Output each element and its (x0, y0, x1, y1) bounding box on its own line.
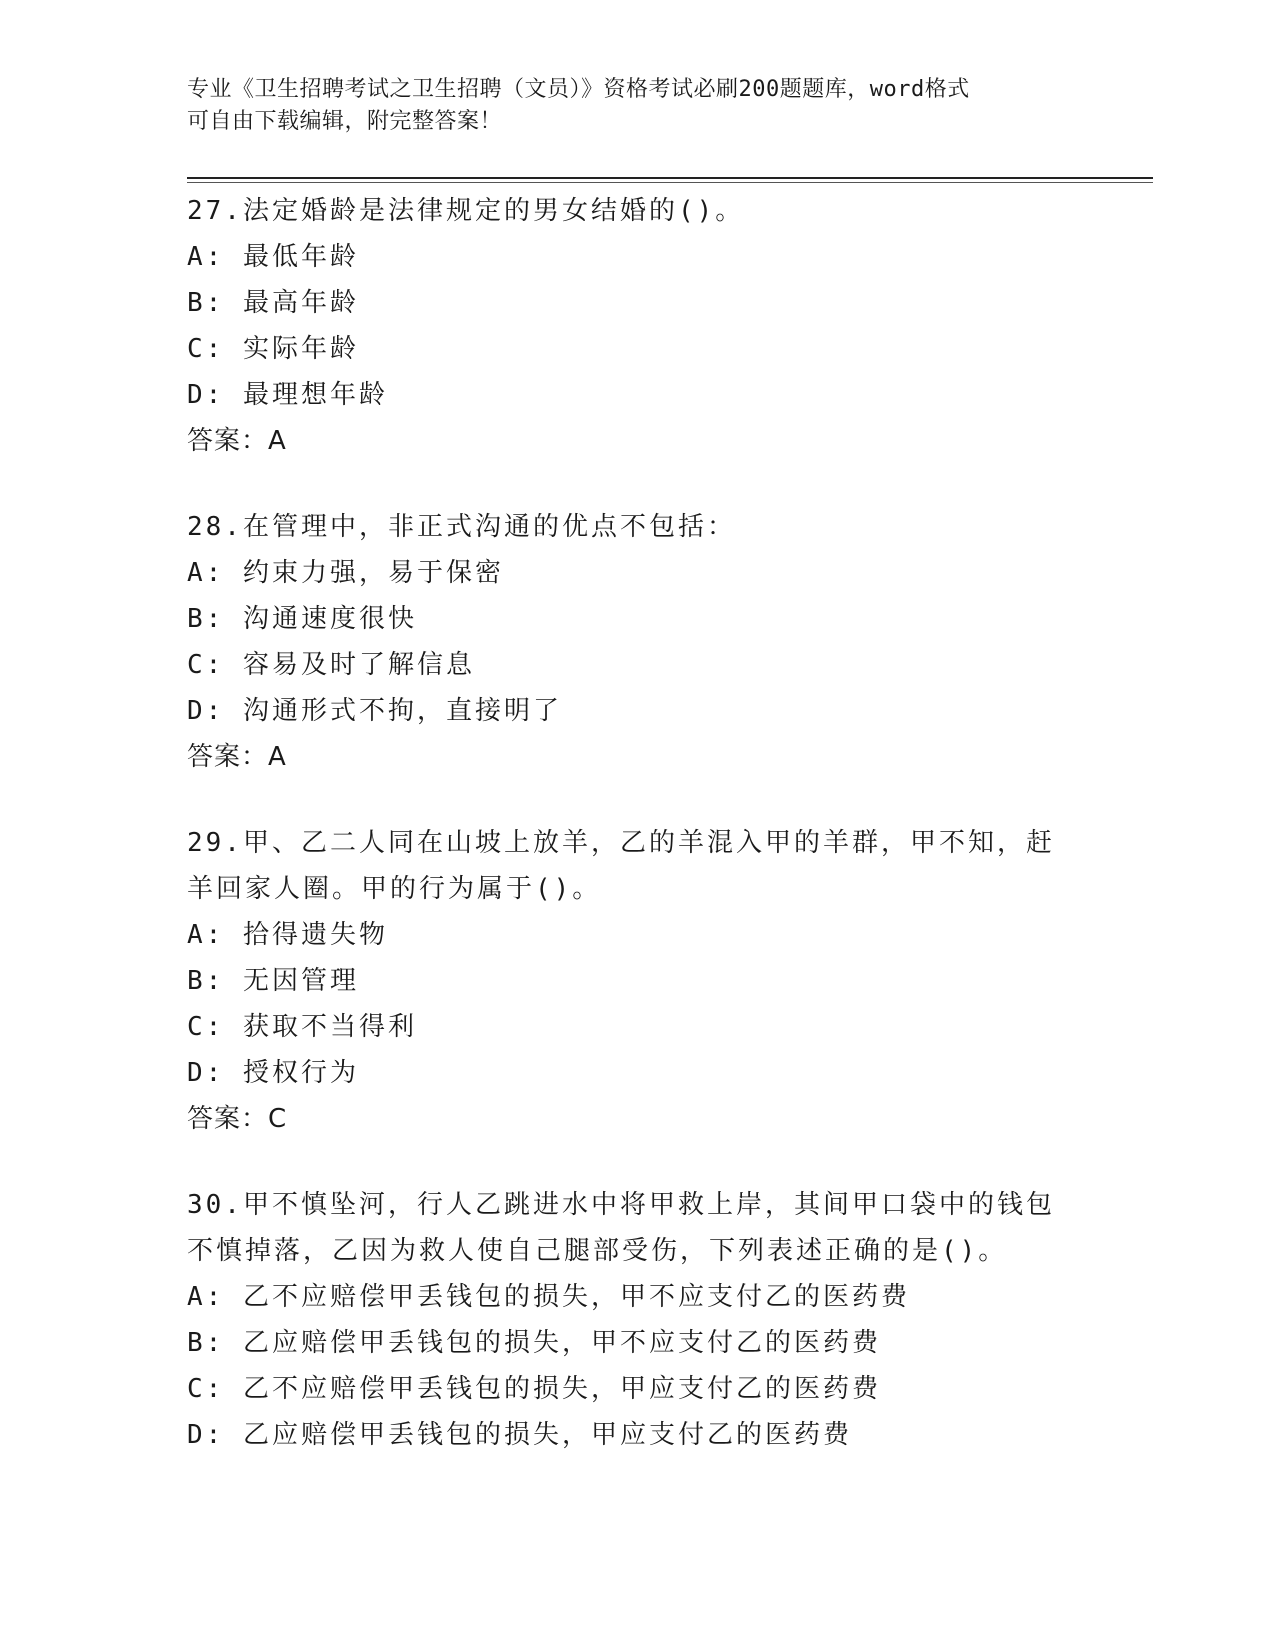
option-c: C: 容易及时了解信息 (187, 650, 475, 680)
option-b: B: 最高年龄 (187, 288, 359, 318)
question-stem: 29.甲、乙二人同在山坡上放羊，乙的羊混入甲的羊群，甲不知，赶羊回家人圈。甲的行为属于()。 (187, 828, 1055, 904)
answer-label: 答案：A (187, 426, 287, 456)
answer-label: 答案：C (187, 1104, 288, 1134)
option-b: B: 无因管理 (187, 966, 359, 996)
option-c: C: 获取不当得利 (187, 1012, 417, 1042)
document-header (187, 74, 1067, 138)
header-divider-thin (187, 182, 1153, 183)
question-stem: 30.甲不慎坠河，行人乙跳进水中将甲救上岸，其间甲口袋中的钱包不慎掉落，乙因为救人使自己腿部受伤，下列表述正确的是()。 (187, 1190, 1055, 1266)
option-c: C: 乙不应赔偿甲丢钱包的损失，甲应支付乙的医药费 (187, 1374, 881, 1404)
header-title-line-1: 专业《卫生招聘考试之卫生招聘（文员）》资格考试必刷200题题库，word格式 (187, 77, 970, 102)
option-a: A: 拾得遗失物 (187, 920, 388, 950)
option-d: D: 乙应赔偿甲丢钱包的损失，甲应支付乙的医药费 (187, 1420, 852, 1450)
question-30 (187, 1182, 1087, 1458)
option-c: C: 实际年龄 (187, 334, 359, 364)
option-a: A: 乙不应赔偿甲丢钱包的损失，甲不应支付乙的医药费 (187, 1282, 910, 1312)
option-b: B: 乙应赔偿甲丢钱包的损失，甲不应支付乙的医药费 (187, 1328, 881, 1358)
question-28 (187, 504, 1087, 780)
question-27 (187, 188, 1087, 464)
option-b: B: 沟通速度很快 (187, 604, 417, 634)
option-d: D: 最理想年龄 (187, 380, 388, 410)
option-d: D: 授权行为 (187, 1058, 359, 1088)
question-stem: 28.在管理中，非正式沟通的优点不包括： (187, 512, 736, 542)
option-a: A: 约束力强，易于保密 (187, 558, 504, 588)
option-a: A: 最低年龄 (187, 242, 359, 272)
answer-label: 答案：A (187, 742, 287, 772)
header-divider-thick (187, 177, 1153, 179)
question-list (187, 188, 1087, 1498)
question-29 (187, 820, 1087, 1142)
header-title-line-2: 可自由下载编辑，附完整答案！ (187, 109, 503, 134)
question-stem: 27.法定婚龄是法律规定的男女结婚的()。 (187, 196, 745, 226)
option-d: D: 沟通形式不拘，直接明了 (187, 696, 562, 726)
